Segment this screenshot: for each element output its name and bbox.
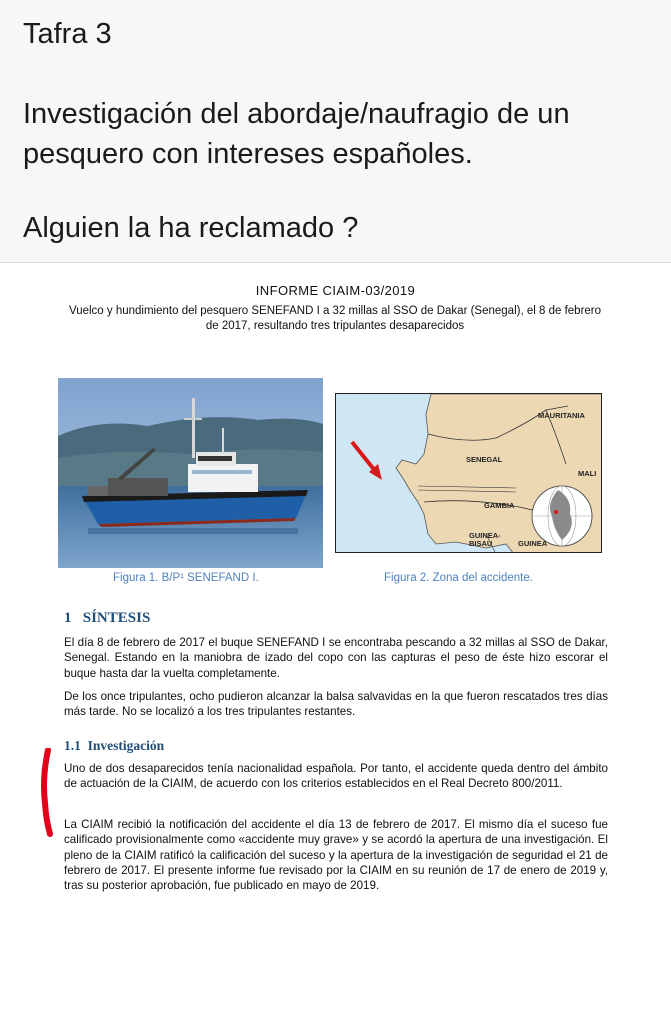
section-1-title: SÍNTESIS: [82, 610, 151, 626]
accident-map: [335, 393, 602, 553]
section-1-paragraph-1: El día 8 de febrero de 2017 el buque SENEFAND I se encontraba pescando a 32 millas al SSO de Dakar, Senegal. Estando en la maniobra de izado del copo con las capturas el peso de éste hizo escorar el buque hasta dar la vuelta completamente.: [64, 636, 608, 680]
section-1-1-title: Investigación: [87, 738, 165, 753]
post-title-line-2: pesquero con intereses españoles.: [23, 138, 473, 170]
section-1-1-number: 1.1: [64, 738, 81, 753]
map-label-guinea-bisau-1: GUINEA-: [469, 531, 501, 540]
boat-photo: [58, 378, 323, 568]
map-label-mauritania: MAURITANIA: [538, 411, 585, 420]
post-header: [0, 0, 671, 262]
map-label-gambia: GAMBIA: [484, 501, 515, 510]
figure-2-caption: Figura 2. Zona del accidente.: [384, 572, 533, 584]
post-tag: Tafra 3: [23, 18, 112, 50]
section-1-heading: [64, 610, 150, 627]
report-title: INFORME CIAIM-03/2019: [255, 283, 416, 298]
section-1-number: 1: [64, 610, 72, 626]
map-label-guinea: GUINEA: [518, 539, 548, 548]
map-label-senegal: SENEGAL: [466, 455, 503, 464]
report-document: [0, 263, 671, 1024]
section-1-1-paragraph-2: La CIAIM recibió la notificación del accidente el día 13 de febrero de 2017. El mismo día el suceso fue calificado provisionalmente como «accidente muy grave» y se acordó la apertura de una investigación. El pleno de la CIAIM ratificó la calificación del suceso y la apertura de la investigación de seguridad el 21 de febrero de 2017. El presente informe fue revisado por la CIAIM en su reunión de 17 de enero de 2019 y, tras su posterior aprobación, fue publicado en mayo de 2019.: [64, 818, 608, 893]
post-question: Alguien la ha reclamado ?: [23, 212, 359, 244]
map-label-mali: MALI: [578, 469, 597, 478]
section-1-1-heading: [64, 738, 164, 754]
report-subtitle: Vuelco y hundimiento del pesquero SENEFAND I a 32 millas al SSO de Dakar (Senegal), el 8 de febrero de 2017, resultando tres tripulantes desaparecidos: [68, 305, 602, 332]
red-annotation-mark: [36, 748, 56, 838]
section-1-1-paragraph-1: Uno de dos desaparecidos tenía nacionalidad española. Por tanto, el accidente queda dentro del ámbito de actuación de la CIAIM, de acuerdo con los criterios establecidos en el Real Decreto 800/2011.: [64, 762, 608, 791]
section-1-paragraph-2: De los once tripulantes, ocho pudieron alcanzar la balsa salvavidas en la que fueron rescatados tres días más tarde. No se localizó a los tres tripulantes restantes.: [64, 690, 608, 719]
post-title-line-1: Investigación del abordaje/naufragio de un: [23, 98, 570, 130]
map-label-guinea-bisau-2: BISAU: [469, 539, 493, 548]
figure-1-caption: Figura 1. B/P¹ SENEFAND I.: [113, 572, 259, 584]
